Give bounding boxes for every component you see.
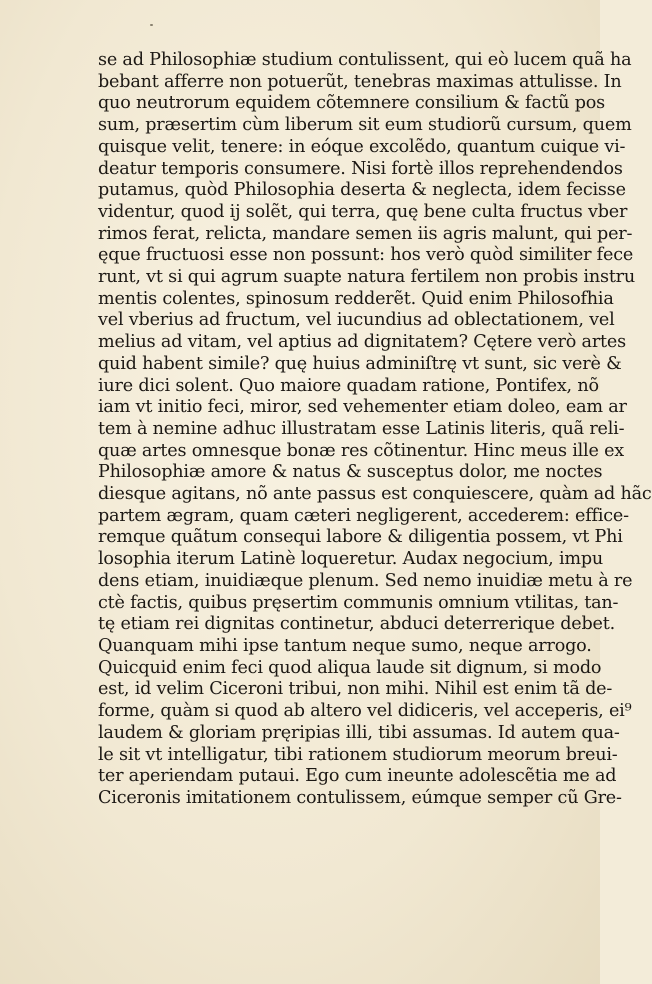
text-line: dens etiam, inuidiæque plenum. Sed nemo inuidiæ metu à re [98,570,633,591]
text-line: tem à nemine adhuc illustratam esse Latinis literis, quã reli- [98,418,625,439]
text-line: deatur temporis consumere. Nisi fortè illos reprehendendos [98,158,623,179]
text-line: vel vberius ad fructum, vel iucundius ad oblectationem, vel [98,310,615,331]
text-line: se ad Philosophiæ studium contulissent, qui eò lucem quã ha [98,50,632,70]
latin-text-block [98,50,652,810]
text-line: laudem & gloriam pręripias illi, tibi assumas. Id autem qua- [98,722,620,743]
text-line: Quanquam mihi ipse tantum neque sumo, neque arrogo. [98,635,592,656]
text-line: iam vt initio feci, miror, sed vehementer etiam doleo, eam ar [98,397,627,418]
text-line: Philosophiæ amore & natus & susceptus dolor, me noctes [98,462,603,483]
text-line: tę etiam rei dignitas continetur, abduci deterrerique debet. [98,614,616,635]
text-line: videntur, quod ij solẽt, qui terra, quę bene culta fructus vber [98,201,628,222]
text-line: rimos ferat, relicta, mandare semen iis agris malunt, qui per- [98,223,633,244]
text-line: quisque velit, tenere: in eóque excolẽdo, quantum cuique vi- [98,136,626,157]
text-line: le sit vt intelligatur, tibi rationem studiorum meorum breui- [98,744,618,765]
text-line: losophia iterum Latinè loqueretur. Audax negocium, impu [98,549,604,570]
text-line: partem ægram, quam cæteri negligerent, accederem: effice- [98,505,629,526]
text-line: forme, quàm si quod ab altero vel didiceris, vel acceperis, ei⁹ [98,701,632,722]
ink-speck [150,24,153,26]
text-line: quo neutrorum equidem cõtemnere consilium & factũ pos [98,93,605,114]
text-line: putamus, quòd Philosophia deserta & neglecta, idem fecisse [98,180,626,201]
text-line: melius ad vitam, vel aptius ad dignitatem? Cętere verò artes [98,332,626,353]
text-line: ter aperiendam putaui. Ego cum ineunte adolescẽtia me ad [98,766,617,787]
text-line: iure dici solent. Quo maiore quadam ratione, Pontifex, nõ [98,375,599,396]
text-line: remque quãtum consequi labore & diligentia possem, vt Phi [98,527,623,548]
text-line: runt, vt si qui agrum suapte natura fertilem non probis instru [98,267,636,288]
text-line: bebant afferre non potuerũt, tenebras maximas attulisse. In [98,71,622,92]
text-line: ctè factis, quibus pręsertim communis omnium vtilitas, tan- [98,592,619,613]
text-line: Ciceronis imitationem contulissem, eúmque semper cũ Gre- [98,787,622,808]
text-line: quæ artes omnesque bonæ res cõtinentur. Hinc meus ille ex [98,440,625,461]
text-line: sum, præsertim cùm liberum sit eum studiorũ cursum, quem [98,115,632,136]
text-line: Quicquid enim feci quod aliqua laude sit dignum, si modo [98,657,602,678]
text-line: ęque fructuosi esse non possunt: hos verò quòd similiter fece [98,245,634,266]
text-line: mentis colentes, spinosum redderẽt. Quid enim Philosofhia [98,288,614,309]
text-line: quid habent simile? quę huius adminiſtrę vt sunt, sic verè & [98,353,622,374]
text-line: diesque agitans, nõ ante passus est conquiescere, quàm ad hãc [98,484,652,505]
text-line: est, id velim Ciceroni tribui, non mihi. Nihil est enim tã de- [98,679,613,700]
